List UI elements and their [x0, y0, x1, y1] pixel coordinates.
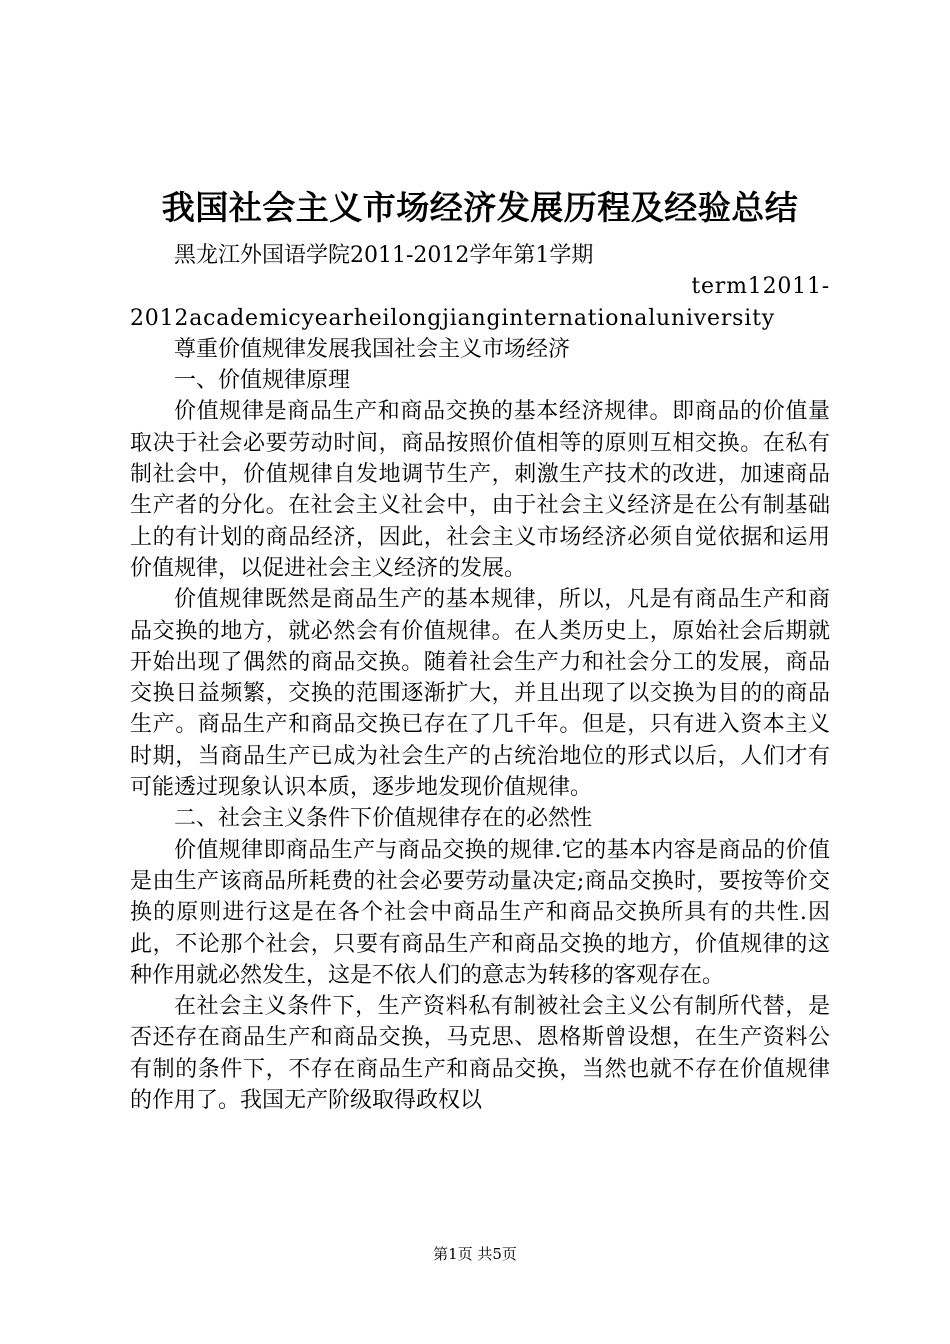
- english-line-1: term12011-: [691, 274, 830, 300]
- institution-line: 黑龙江外国语学院2011-2012学年第1学期: [174, 243, 594, 268]
- body-paragraph: 在社会主义条件下，生产资料私有制被社会主义公有制所代替，是否还存在商品生产和商品交换，马克思、恩格斯曾设想，在生产资料公有制的条件下，不存在商品生产和商品交换，当然也就不存在价值规律的作用了。我国无产阶级取得政权以: [130, 994, 830, 1114]
- body-paragraph: 价值规律即商品生产与商品交换的规律.它的基本内容是商品的价值是由生产该商品所耗费的社会必要劳动量决定;商品交换时，要按等价交换的原则进行这是在各个社会中商品生产和商品交换所具有的共性.因此，不论那个社会，只要有商品生产和商品交换的地方，价值规律的这种作用就必然发生，这是不依人们的意志为转移的客观存在。: [130, 837, 830, 988]
- section-1-heading: 一、价值规律原理: [174, 368, 351, 394]
- document-subtitle: 尊重价值规律发展我国社会主义市场经济: [174, 336, 571, 362]
- document-body: [130, 180, 830, 1116]
- section-2-heading: 二、社会主义条件下价值规律存在的必然性: [174, 806, 593, 832]
- english-line-2: 2012academicyearheilongjianginternationaluniversity: [130, 305, 775, 331]
- page-indicator: 第1页 共5页: [433, 1245, 517, 1263]
- document-title: 我国社会主义市场经济发展历程及经验总结: [161, 188, 799, 227]
- body-paragraph: 价值规律既然是商品生产的基本规律，所以，凡是有商品生产和商品交换的地方，就必然会有价值规律。在人类历史上，原始社会后期就开始出现了偶然的商品交换。随着社会生产力和社会分工的发展，商品交换日益频繁，交换的范围逐渐扩大，并且出现了以交换为目的的商品生产。商品生产和商品交换已存在了几千年。但是，只有进入资本主义时期，当商品生产已成为社会生产的占统治地位的形式以后，人们才有可能透过现象认识本质，逐步地发现价值规律。: [130, 587, 830, 801]
- body-paragraph: 价值规律是商品生产和商品交换的基本经济规律。即商品的价值量取决于社会必要劳动时间，商品按照价值相等的原则互相交换。在私有制社会中，价值规律自发地调节生产，刺激生产技术的改进，加速商品生产者的分化。在社会主义社会中，由于社会主义经济是在公有制基础上的有计划的商品经济，因此，社会主义市场经济必须自觉依据和运用价值规律，以促进社会主义经济的发展。: [130, 399, 830, 581]
